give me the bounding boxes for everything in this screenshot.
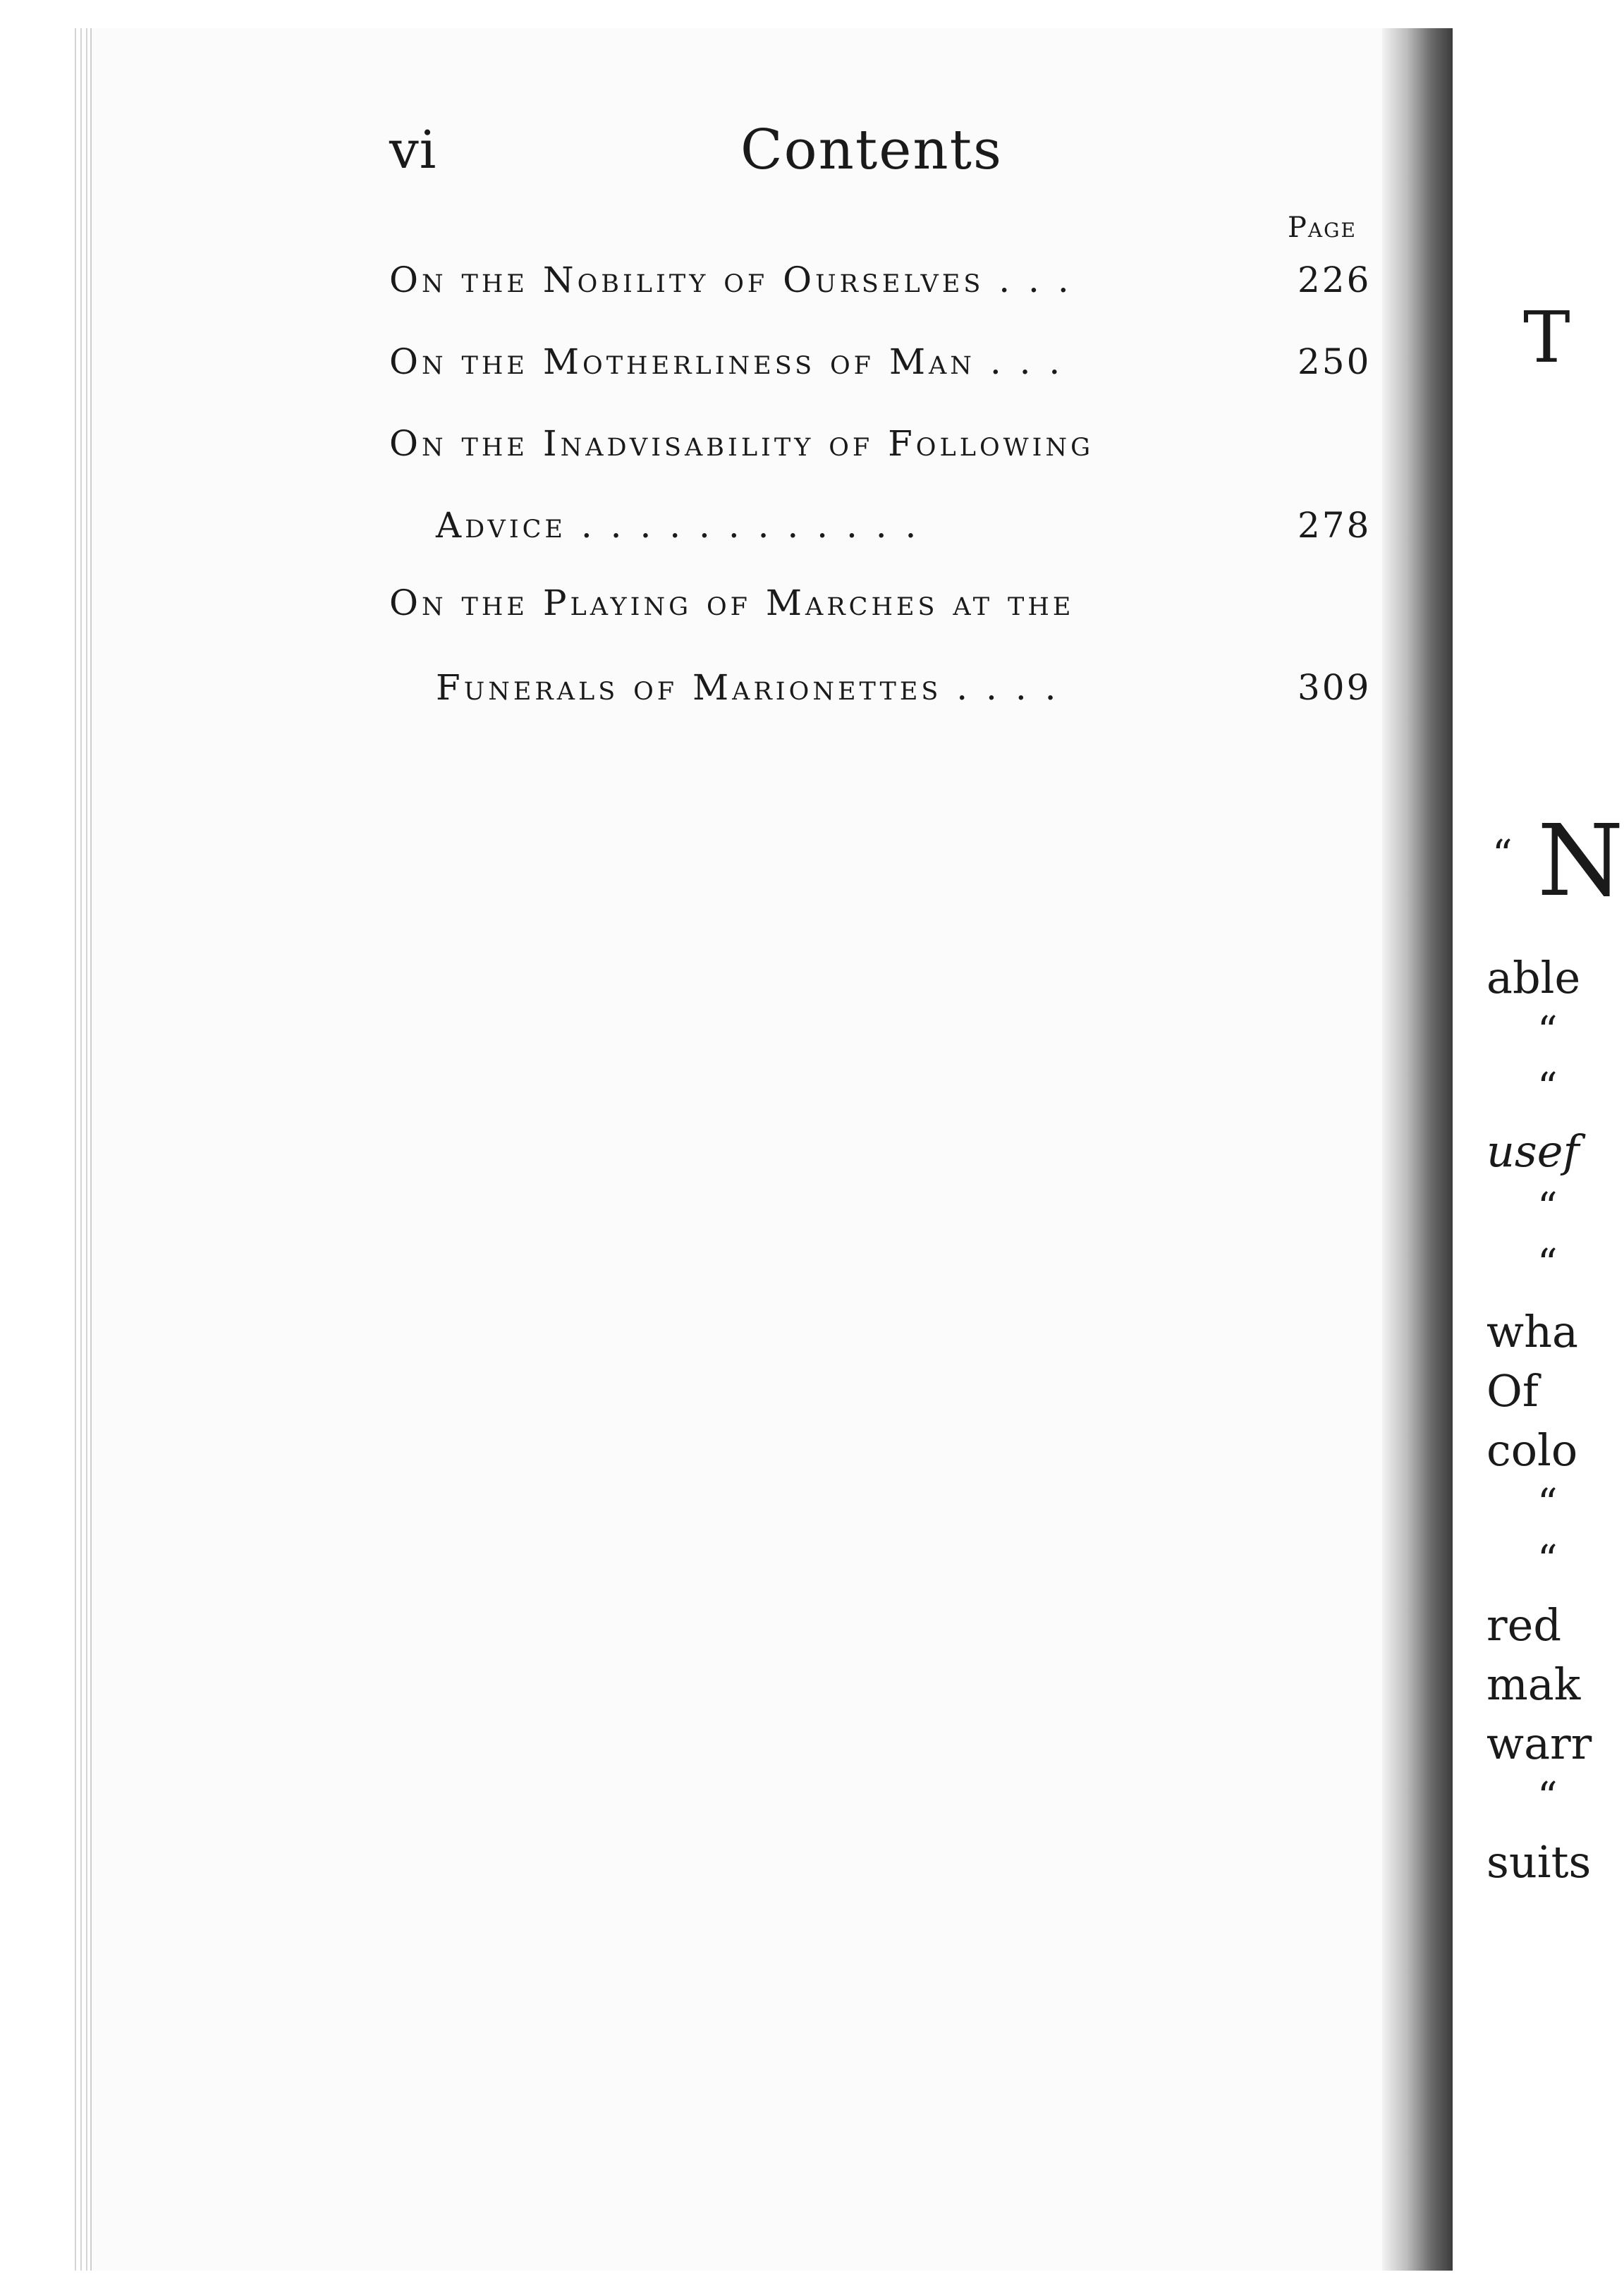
toc-entry-continued: Advice . . . . . . . . . . . . (436, 505, 920, 546)
facing-line: “ (1537, 1537, 1558, 1583)
facing-line: red (1486, 1599, 1562, 1651)
toc-page-number: 226 (1298, 259, 1372, 300)
facing-line: “ (1537, 1774, 1558, 1820)
facing-line: mak (1486, 1659, 1581, 1710)
toc-page-number: 309 (1298, 667, 1372, 708)
toc-entry-continued: Funerals of Marionettes . . . . (436, 667, 1060, 708)
facing-open-quote: “ (1492, 832, 1513, 878)
facing-line: “ (1537, 1185, 1558, 1231)
facing-title-fragment: T (1523, 296, 1570, 379)
toc-entry: On the Motherliness of Man . . . (389, 341, 1064, 382)
facing-line: “ (1537, 1008, 1558, 1054)
toc-entry: On the Nobility of Ourselves . . . (389, 259, 1073, 300)
facing-line: colo (1486, 1424, 1578, 1476)
page-title: Contents (740, 118, 1003, 182)
page-number: vi (389, 120, 437, 181)
toc-page-number: 278 (1298, 505, 1372, 546)
facing-dropcap-fragment: N (1537, 804, 1624, 919)
facing-line: suits (1486, 1836, 1592, 1888)
page-column-heading: Page (1288, 212, 1357, 244)
book-gutter (1382, 28, 1453, 2271)
toc-entry: On the Inadvisability of Following (389, 423, 1094, 464)
facing-line: warr (1486, 1718, 1592, 1769)
facing-line: able (1486, 952, 1581, 1003)
facing-line: “ (1537, 1065, 1558, 1111)
facing-line: usef (1486, 1125, 1580, 1177)
toc-entry: On the Playing of Marches at the (389, 582, 1075, 623)
facing-line: “ (1537, 1241, 1558, 1287)
facing-line: “ (1537, 1481, 1558, 1527)
toc-page-number: 250 (1298, 341, 1372, 382)
facing-line: Of (1486, 1365, 1539, 1417)
facing-line: wha (1486, 1306, 1578, 1357)
